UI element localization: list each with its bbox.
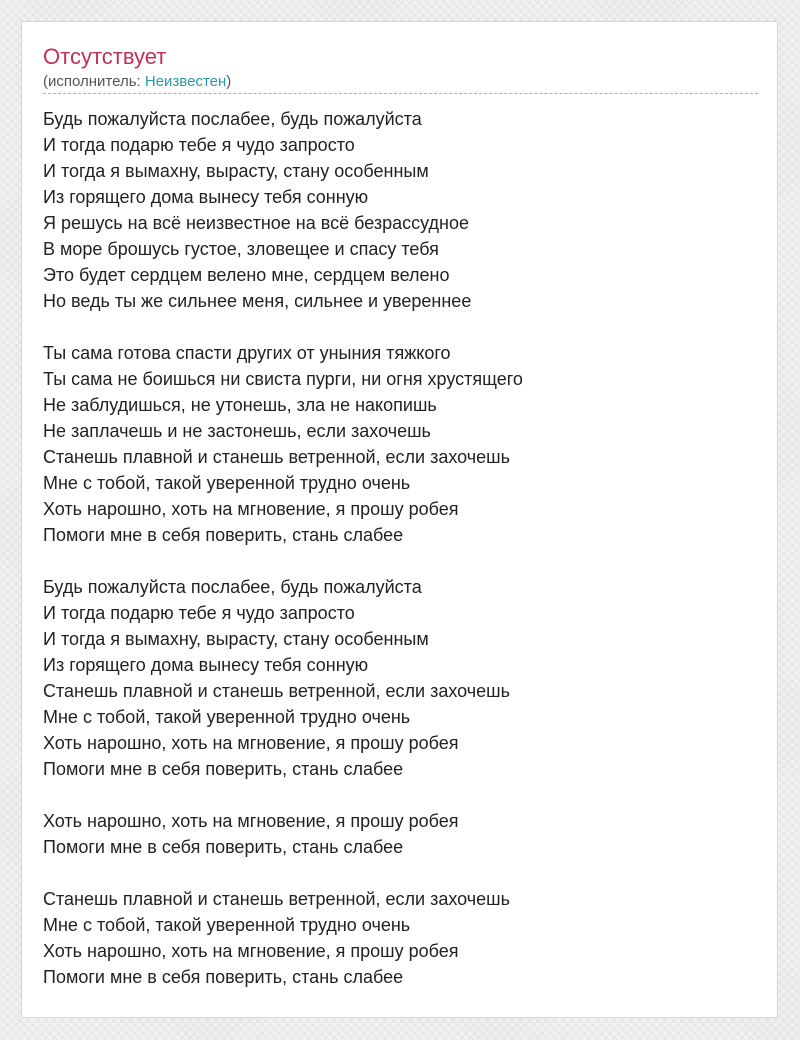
lyrics-body	[43, 106, 758, 1016]
lyric-line: Помоги мне в себя поверить, стань слабее	[43, 759, 404, 779]
lyric-line: В море брошусь густое, зловещее и спасу тебя	[43, 239, 439, 259]
lyric-line: И тогда подарю тебе я чудо запросто	[43, 603, 355, 623]
lyric-line: Я решусь на всё неизвестное на всё безрассудное	[43, 213, 469, 233]
lyric-line: Будь пожалуйста послабее, будь пожалуйста	[43, 577, 422, 597]
stanza	[43, 808, 758, 860]
lyric-line: Хоть нарошно, хоть на мгновение, я прошу робея	[43, 941, 459, 961]
artist-suffix: )	[226, 73, 232, 90]
lyric-line: Станешь плавной и станешь ветренной, если захочешь	[43, 681, 510, 701]
lyric-line: Помоги мне в себя поверить, стань слабее	[43, 837, 404, 857]
lyric-line: Хоть нарошно, хоть на мгновение, я прошу робея	[43, 733, 459, 753]
stanza	[43, 886, 758, 990]
lyric-line: Станешь плавной и станешь ветренной, если захочешь	[43, 889, 510, 909]
lyric-line: Мне с тобой, такой уверенной трудно очень	[43, 473, 411, 493]
lyric-line: И тогда я вымахну, вырасту, стану особенным	[43, 161, 429, 181]
lyric-line: Ты сама готова спасти других от уныния тяжкого	[43, 343, 451, 363]
artist-link[interactable]: Неизвестен	[144, 73, 227, 90]
stanza	[43, 574, 758, 782]
lyric-line: Помоги мне в себя поверить, стань слабее	[43, 967, 404, 987]
lyric-line: Это будет сердцем велено мне, сердцем велено	[43, 265, 450, 285]
lyric-line: Из горящего дома вынесу тебя сонную	[43, 655, 369, 675]
lyric-line: Будь пожалуйста послабее, будь пожалуйста	[43, 109, 422, 129]
lyric-line: Мне с тобой, такой уверенной трудно очень	[43, 707, 411, 727]
artist-line	[43, 73, 231, 91]
lyric-line: Станешь плавной и станешь ветренной, если захочешь	[43, 447, 510, 467]
lyric-line: И тогда я вымахну, вырасту, стану особенным	[43, 629, 429, 649]
stanza	[43, 106, 758, 314]
divider	[43, 93, 758, 94]
lyric-line: Хоть нарошно, хоть на мгновение, я прошу робея	[43, 499, 459, 519]
lyric-line: Но ведь ты же сильнее меня, сильнее и увереннее	[43, 291, 472, 311]
lyrics-card	[21, 21, 778, 1018]
artist-prefix: (исполнитель:	[43, 73, 145, 90]
lyric-line: Ты сама не боишься ни свиста пурги, ни огня хрустящего	[43, 369, 523, 389]
song-title: Отсутствует	[43, 44, 167, 69]
lyric-line: Не заблудишься, не утонешь, зла не накопишь	[43, 395, 437, 415]
lyric-line: Из горящего дома вынесу тебя сонную	[43, 187, 369, 207]
lyric-line: Помоги мне в себя поверить, стань слабее	[43, 525, 404, 545]
lyric-line: Не заплачешь и не застонешь, если захочешь	[43, 421, 431, 441]
stanza	[43, 340, 758, 548]
lyric-line: Хоть нарошно, хоть на мгновение, я прошу робея	[43, 811, 459, 831]
lyric-line: Мне с тобой, такой уверенной трудно очень	[43, 915, 411, 935]
lyric-line: И тогда подарю тебе я чудо запросто	[43, 135, 355, 155]
